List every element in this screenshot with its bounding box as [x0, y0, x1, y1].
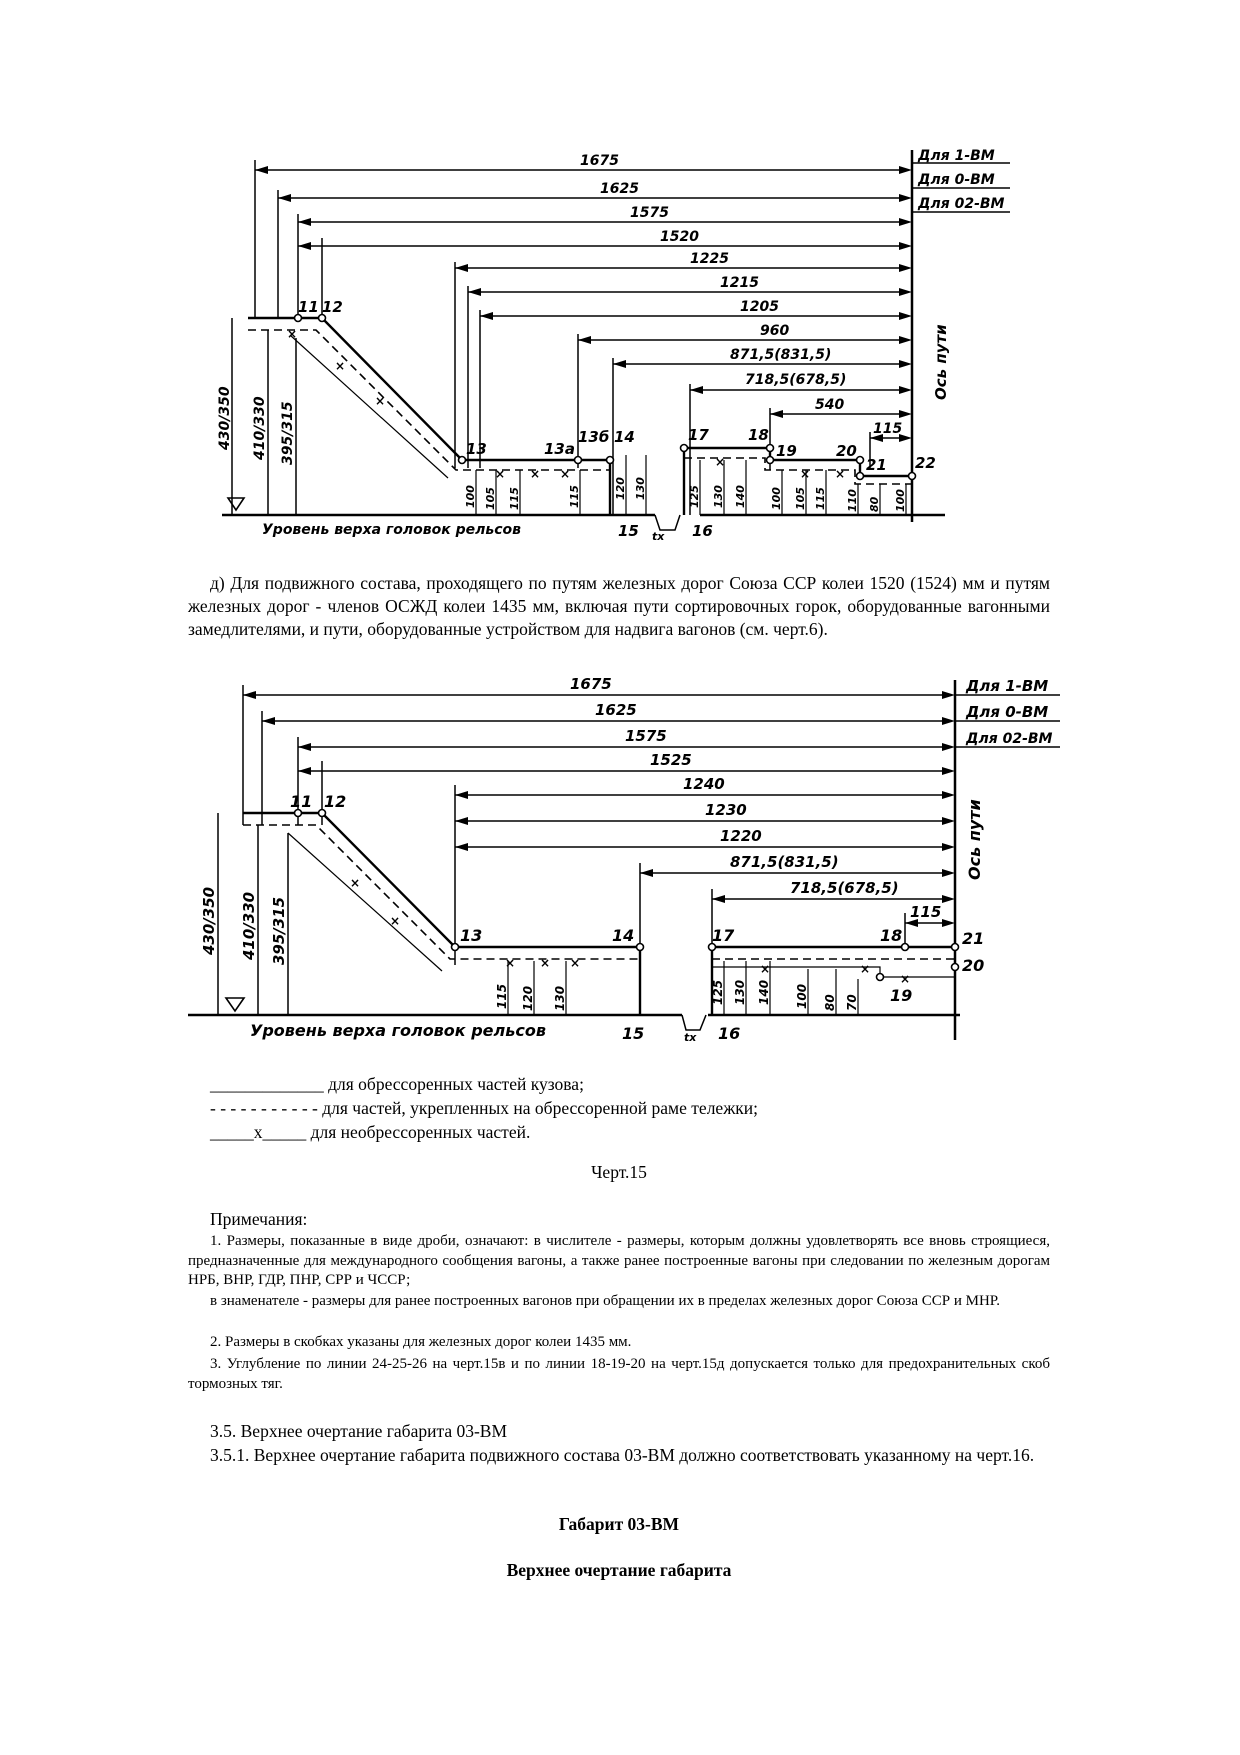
dim-label: 1625: [600, 181, 639, 197]
dim-label: 1625: [595, 701, 637, 719]
dimension-lines: [255, 170, 905, 438]
height-label: 100: [464, 485, 477, 508]
height-label: 105: [484, 487, 497, 510]
point-label: 21: [866, 456, 887, 474]
figure-2-gabarit-diagram: [0, 665, 1240, 1055]
svg-text:×: ×: [760, 962, 771, 976]
legend-02vm: Для 02-ВМ: [966, 731, 1053, 747]
dim-label: 960: [760, 323, 790, 339]
dim-label: 115: [910, 903, 942, 921]
height-label: 395/315: [270, 896, 288, 965]
dim-label: 871,5(831,5): [730, 853, 839, 871]
point-label: 20: [836, 442, 857, 460]
point-label: 18: [880, 926, 903, 945]
legend-x: _____x_____ для необрессоренных частей.: [210, 1122, 531, 1142]
height-label: 115: [508, 487, 521, 510]
legend-0vm: Для 0-ВМ: [966, 703, 1049, 721]
heading-upper-outline: Верхнее очертание габарита: [506, 1560, 732, 1580]
point-label: 19: [776, 442, 797, 460]
svg-text:×: ×: [390, 914, 401, 928]
height-label: 115: [568, 485, 581, 508]
svg-text:×: ×: [335, 359, 346, 373]
point-label: 15: [618, 522, 639, 540]
svg-text:×: ×: [540, 956, 551, 970]
point-label: 16: [692, 522, 713, 540]
point-label: 16: [718, 1024, 741, 1043]
height-label: 80: [868, 496, 881, 512]
tx-label: tx: [652, 530, 665, 543]
rail-level-label: Уровень верха головок рельсов: [262, 522, 521, 538]
height-label: 130: [634, 477, 647, 500]
point-label: 13б: [578, 428, 610, 446]
point-label: 12: [324, 792, 347, 811]
height-label: 140: [734, 485, 747, 508]
point-label: 17: [688, 426, 709, 444]
svg-text:×: ×: [350, 876, 361, 890]
height-label: 130: [553, 985, 567, 1011]
height-label: 140: [757, 979, 771, 1005]
point-label: 15: [622, 1024, 645, 1043]
dim-label: 115: [873, 421, 903, 437]
height-label: 115: [495, 983, 509, 1009]
paragraph-d: д) Для подвижного состава, проходящего по путям железных дорог Союза ССР колеи 1520 (1524) мм и путям железных дорог - членов ОСЖД колеи 1435 мм, включая пути сортировочных горок, оборудованные вагонными замедлителями, и пути, оборудованные устройством для надвига вагонов (см. черт.6).: [188, 573, 1050, 639]
dim-label: 1575: [625, 727, 667, 745]
svg-text:×: ×: [375, 394, 386, 408]
svg-text:×: ×: [505, 956, 516, 970]
height-label: 410/330: [240, 891, 258, 960]
point-label: 19: [890, 986, 913, 1005]
height-label: 430/350: [217, 386, 233, 450]
note-3: 3. Углубление по линии 24-25-26 на черт.15в и по линии 18-19-20 на черт.15д допускается только для предохранительных скоб тормозных тяг.: [188, 1356, 1050, 1392]
dim-label: 1575: [630, 205, 669, 221]
height-label: 130: [733, 979, 747, 1005]
notes-title: Примечания:: [210, 1209, 308, 1229]
svg-text:×: ×: [530, 467, 541, 481]
height-label: 110: [846, 489, 859, 512]
point-label: 14: [614, 428, 635, 446]
note-1: 1. Размеры, показанные в виде дроби, означают: в числителе - размеры, которым должны удовлетворять все вновь строящиеся, предназначенные для международного сообщения вагоны, а также ранее построенные вагоны при следовании по железным дорогам НРБ, ВНР, ГДР, ПНР, СРР и ЧССР;: [188, 1233, 1050, 1288]
height-label: 430/350: [200, 886, 218, 955]
point-label: 18: [748, 426, 769, 444]
legend-dashed: - - - - - - - - - - - для частей, укрепленных на обрессоренной раме тележки;: [210, 1098, 759, 1118]
track-axis-label: Ось пути: [932, 324, 950, 400]
dim-label: 1525: [650, 751, 692, 769]
height-label: 120: [614, 477, 627, 500]
track-axis-label: Ось пути: [965, 799, 984, 880]
legend-solid: _____________ для обрессоренных частей кузова;: [210, 1074, 584, 1094]
point-label: 11: [290, 792, 313, 811]
legend-1vm: Для 1-ВМ: [918, 148, 995, 164]
height-label: 395/315: [280, 401, 296, 465]
height-label: 125: [711, 979, 725, 1005]
dim-label: 718,5(678,5): [790, 879, 899, 897]
height-label: 115: [814, 487, 827, 510]
outline-body: [243, 813, 640, 1015]
section-text: 3.5.1. Верхнее очертание габарита подвижного состава 03-ВМ должно соответствовать указанному на черт.16.: [210, 1445, 1035, 1465]
tx-label: tx: [684, 1031, 697, 1044]
dimension-labels: [580, 153, 902, 437]
height-label: 410/330: [252, 396, 268, 460]
point-label: 13: [466, 440, 487, 458]
legend-02vm: Для 02-ВМ: [918, 196, 1005, 212]
point-label: 17: [712, 926, 735, 945]
svg-text:×: ×: [560, 467, 571, 481]
dim-label: 1520: [660, 229, 699, 245]
point-label: 12: [322, 298, 343, 316]
rail-triangle-icon: [228, 498, 244, 510]
height-label: 120: [521, 985, 535, 1011]
svg-text:×: ×: [900, 972, 911, 986]
line-style-legend: [210, 1072, 758, 1144]
height-label: 100: [795, 983, 809, 1009]
figure-caption: Черт.15: [591, 1162, 647, 1182]
legend-0vm: Для 0-ВМ: [918, 172, 995, 188]
outline-body: [248, 318, 610, 515]
point-label: 21: [962, 929, 985, 948]
dim-label: 1230: [705, 801, 747, 819]
dim-label: 718,5(678,5): [745, 372, 847, 388]
height-label: 105: [794, 487, 807, 510]
figure-1-gabarit-diagram: [0, 0, 1240, 560]
rail-level-label: Уровень верха головок рельсов: [250, 1021, 546, 1040]
point-label: 11: [298, 298, 319, 316]
legend-1vm: Для 1-ВМ: [966, 677, 1049, 695]
dim-label: 540: [815, 397, 845, 413]
svg-text:×: ×: [570, 956, 581, 970]
height-label: 80: [823, 994, 837, 1011]
svg-text:×: ×: [835, 467, 846, 481]
dim-label: 1675: [570, 675, 612, 693]
point-label: 13: [460, 926, 483, 945]
point-label: 13а: [544, 440, 575, 458]
svg-text:×: ×: [287, 327, 298, 341]
svg-text:×: ×: [495, 467, 506, 481]
heading-gabarit: Габарит 03-ВМ: [558, 1514, 680, 1534]
svg-text:×: ×: [715, 455, 726, 469]
height-label: 130: [712, 485, 725, 508]
dim-label: 1220: [720, 827, 762, 845]
svg-text:×: ×: [800, 467, 811, 481]
svg-text:×: ×: [860, 962, 871, 976]
height-label: 100: [770, 487, 783, 510]
note-2: 2. Размеры в скобках указаны для железных дорог колеи 1435 мм.: [210, 1334, 632, 1350]
rail-triangle-icon: [226, 998, 244, 1011]
dim-label: 1205: [740, 299, 779, 315]
dim-label: 1215: [720, 275, 759, 291]
height-label: 100: [894, 489, 907, 512]
dim-label: 1675: [580, 153, 619, 169]
point-label: 22: [915, 454, 936, 472]
dim-label: 1240: [683, 775, 725, 793]
section-title: 3.5. Верхнее очертание габарита 03-ВМ: [210, 1421, 508, 1441]
height-label: 125: [688, 485, 701, 508]
dim-label: 1225: [690, 251, 729, 267]
note-1-cont: в знаменателе - размеры для ранее построенных вагонов при обращении их в пределах железных дорог Союза ССР и МНР.: [210, 1293, 1000, 1309]
dim-label: 871,5(831,5): [730, 347, 832, 363]
point-label: 14: [612, 926, 635, 945]
height-label: 70: [845, 994, 859, 1011]
point-label: 20: [962, 956, 985, 975]
